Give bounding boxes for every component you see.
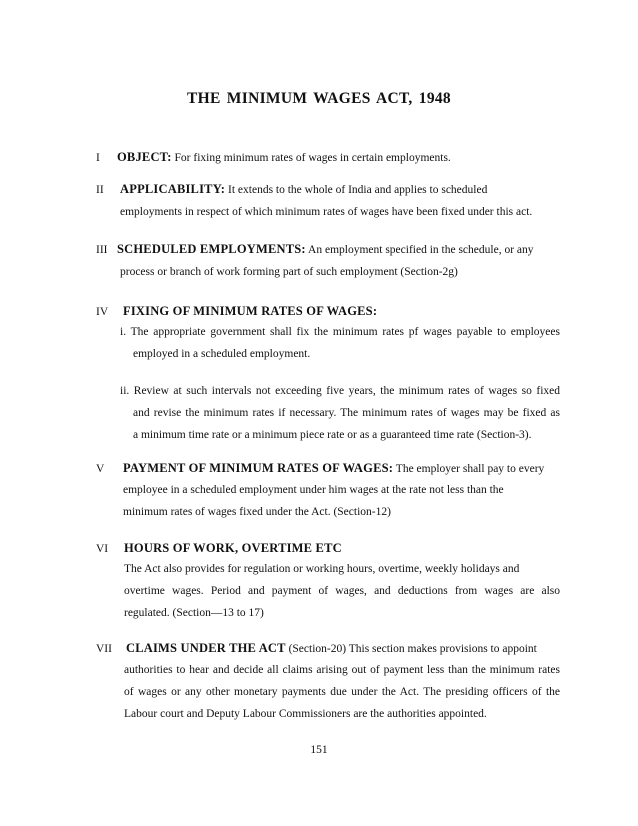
- section-text-line: employee in a scheduled employment under him wages at the rate not less than the: [123, 484, 504, 496]
- section-number: V: [96, 463, 105, 475]
- list-item-ii-continued: and revise the minimum rates if necessary. The minimum rates of wages may be fixed as: [133, 407, 560, 419]
- list-item-i-continued: employed in a scheduled employment.: [133, 348, 311, 360]
- section-number: VI: [96, 543, 109, 555]
- page-number: 151: [310, 744, 328, 756]
- section-first-line: [117, 150, 451, 165]
- page-title: THE MINIMUM WAGES ACT, 1948: [187, 90, 451, 107]
- section-text-line: minimum rates of wages fixed under the Act. (Section-12): [123, 506, 391, 518]
- section-text-line: Labour court and Deputy Labour Commissioners are the authorities appointed.: [124, 708, 487, 720]
- section-heading: HOURS OF WORK, OVERTIME ETC: [124, 541, 342, 555]
- section-text-line: regulated. (Section—13 to 17): [124, 607, 264, 619]
- section-first-line: [126, 641, 537, 656]
- section-text: An employment specified in the schedule, or any: [305, 244, 534, 256]
- section-text-line: of wages or any other monetary payments due under the Act. The presiding officers of the: [124, 686, 560, 698]
- section-text-line: authorities to hear and decide all claims arising out of payment less than the minimum rates: [124, 664, 560, 676]
- list-item-i: i. The appropriate government shall fix the minimum rates pf wages payable to employees: [120, 326, 560, 338]
- section-number: IV: [96, 306, 109, 318]
- list-item-ii-continued: a minimum time rate or a minimum piece rate or as a guaranteed time rate (Section-3).: [133, 429, 532, 441]
- section-number: II: [96, 184, 104, 196]
- section-heading: CLAIMS UNDER THE ACT: [126, 641, 286, 655]
- section-heading: PAYMENT OF MINIMUM RATES OF WAGES:: [123, 461, 394, 475]
- section-text: (Section-20) This section makes provisions to appoint: [285, 643, 537, 655]
- section-text: It extends to the whole of India and applies to scheduled: [225, 184, 488, 196]
- section-first-line: [123, 304, 377, 319]
- section-number: III: [96, 244, 108, 256]
- section-heading: FIXING OF MINIMUM RATES OF WAGES:: [123, 304, 378, 318]
- section-heading: APPLICABILITY:: [120, 182, 226, 196]
- section-number: I: [96, 152, 100, 164]
- section-heading: SCHEDULED EMPLOYMENTS:: [117, 242, 306, 256]
- section-text: For fixing minimum rates of wages in certain employments.: [171, 152, 451, 164]
- section-first-line: [120, 182, 487, 197]
- section-first-line: [124, 541, 342, 556]
- section-text-line: employments in respect of which minimum rates of wages have been fixed under this act.: [120, 206, 533, 218]
- section-number: VII: [96, 643, 112, 655]
- section-first-line: [123, 461, 544, 476]
- section-text: The employer shall pay to every: [393, 463, 545, 475]
- section-heading: OBJECT:: [117, 150, 172, 164]
- section-text-line: process or branch of work forming part of such employment (Section-2g): [120, 266, 458, 278]
- section-text-line: The Act also provides for regulation or working hours, overtime, weekly holidays and: [124, 563, 520, 575]
- section-text-line: overtime wages. Period and payment of wages, and deductions from wages are also: [124, 585, 560, 597]
- list-item-ii: ii. Review at such intervals not exceeding five years, the minimum rates of wages so fixed: [120, 385, 560, 397]
- section-first-line: [117, 242, 534, 257]
